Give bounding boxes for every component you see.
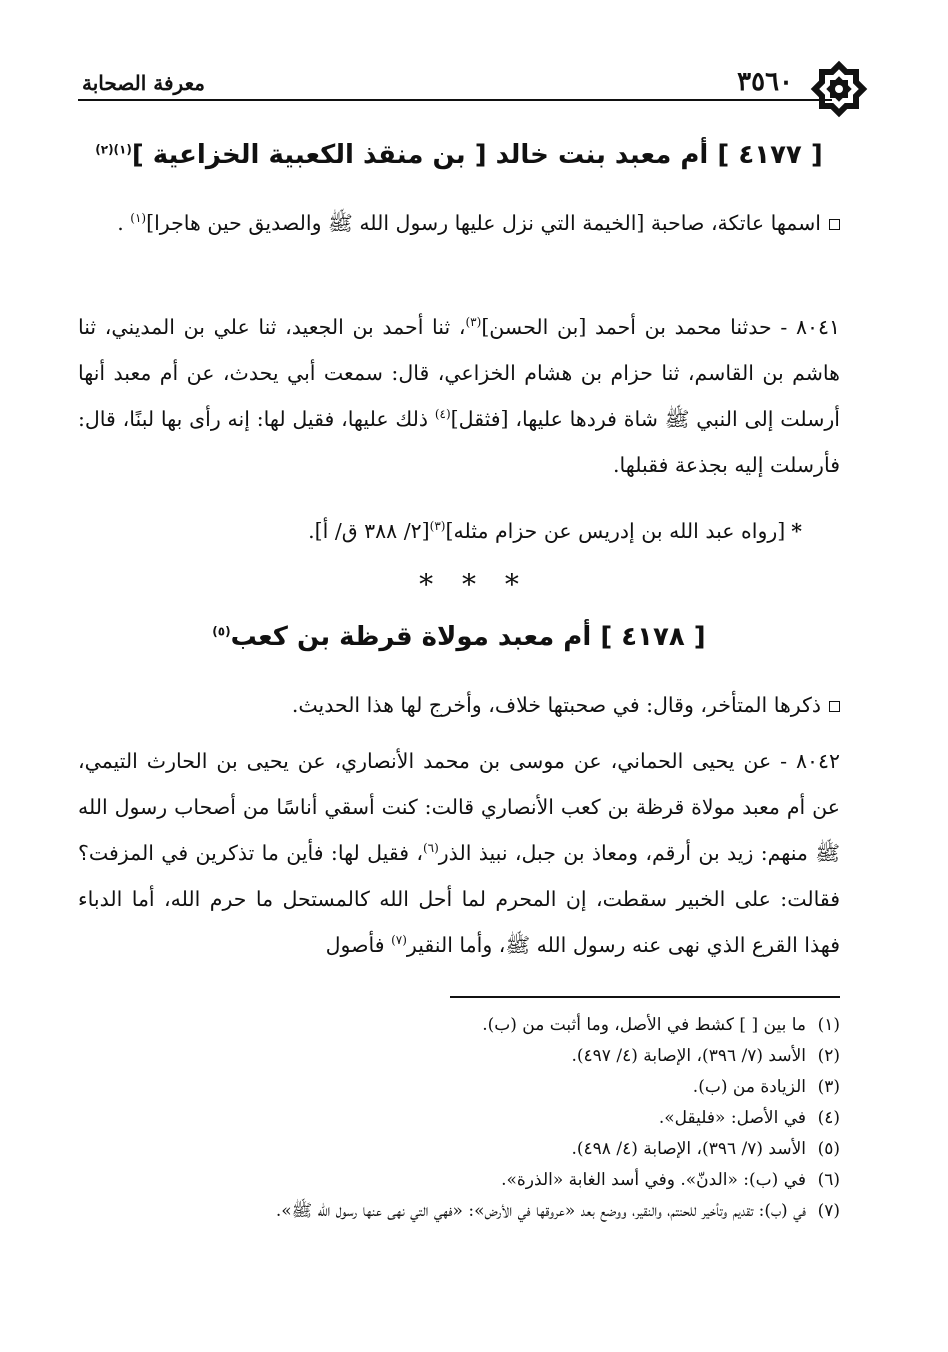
header-rule [78,99,832,101]
footnote-text: الأسد (٧/ ٣٩٦)، الإصابة (٤/ ٤٩٨). [571,1139,806,1159]
entry-4177-title [78,140,840,170]
footnote-rule [450,996,840,998]
running-title: معرفة الصحابة [82,71,205,95]
footnote-number: (٣) [817,1077,840,1097]
footnote-number: (٥) [817,1139,840,1159]
entry-4177-intro [78,200,840,246]
hadith-8042-text-b: ، فقيل لها: فأين ما تذكرين في المزفت؟ فقالت: على الخبير سقطت، إن المحرم لما أحل الله كالمستحل ما حرم الله، أما الدباء فهذا القرع الذي نهى عنه رسول الله ﷺ، وأما النقير [78,841,840,957]
hadith-8041-text-a: ٨٠٤١ - حدثنا محمد بن أحمد [بن الحسن] [481,315,840,339]
footnote-2 [78,1041,840,1072]
hadith-8041-text-c: ذلك عليها، فقيل لها: إنه رأى بها لبنًا، قال: فأرسلت إليه بجذعة فقبلها. [78,407,840,477]
square-bullet-icon [829,701,840,712]
footnote-number: (٤) [817,1108,840,1128]
hadith-8042-footnote-ref-7: (٧) [391,933,407,948]
footnote-text: الزيادة من (ب). [692,1077,806,1097]
entry-4177-title-footnote-ref: (١)(٢) [95,142,132,157]
footnote-number: (١) [817,1015,840,1035]
footnotes [78,1010,840,1227]
entry-4178-intro-text: ذكرها المتأخر، وقال: في صحبتها خلاف، وأخرج لها هذا الحديث. [291,693,821,717]
hadith-8042-text-c: فأصول [325,933,392,957]
hadith-8041-footnote-ref-4: (٤) [434,407,451,422]
footnote-text: في (ب): تقديم وتأخير للحنتم، والنقير، ووضع بعد «عروقها في الأرض»: «فهي التي نهى عنها رسول الله ﷺ». [275,1201,806,1221]
footnote-4 [78,1103,840,1134]
footnote-text: في الأصل: «فليقل». [658,1108,806,1128]
footnote-3 [78,1072,840,1103]
footnote-6 [78,1165,840,1196]
hadith-8041-footnote-ref-3: (٣) [465,315,482,330]
riwaya-footnote-ref: (٣) [429,519,446,534]
entry-4177-intro-footnote-ref: (١) [130,211,147,226]
footnote-5 [78,1134,840,1165]
section-separator: * * * [419,568,529,601]
hadith-8042-text-a: ٨٠٤٢ - عن يحيى الحماني، عن موسى بن محمد الأنصاري، عن يحيى بن الحارث التيمي، عن أم معبد مولاة قرظة بن كعب الأنصاري قالت: كنت أسقي أناسًا من أصحاب رسول الله ﷺ منهم: زيد بن أرقم، ومعاذ بن جبل، نبيذ الذر [78,749,840,865]
hadith-8041-text-b: ، ثنا أحمد بن الجعيد، ثنا علي بن المديني، ثنا هاشم بن القاسم، ثنا حزام بن هشام الخزاعي، قال: سمعت أبي يحدث، عن أم معبد أنها أرسلت إلى النبي ﷺ شاة فردها عليها، [فثقل] [78,315,840,431]
riwaya-star-mark: * [791,519,802,543]
hadith-8042-footnote-ref-6: (٦) [422,841,439,856]
entry-4178-title [78,622,840,652]
riwaya-text-a: [رواه عبد الله بن إدريس عن حزام مثله] [445,519,786,543]
hadith-8042 [78,738,840,968]
entry-4178-title-footnote-ref: (٥) [212,624,231,639]
entry-4178-intro [78,682,840,728]
footnote-text: ما بين [ ] كشط في الأصل، وما أثبت من (ب). [482,1015,806,1035]
page-number: ٣٥٦٠ [737,67,793,97]
entry-4177-intro-text: اسمها عاتكة، صاحبة [الخيمة التي نزل عليها رسول الله ﷺ والصديق حين هاجرا] [146,211,821,235]
footnote-7 [78,1196,840,1227]
footnote-text: في (ب): «الدنّ». وفي أسد الغابة «الذرة». [501,1170,806,1190]
entry-4177-intro-end: . [117,211,124,235]
footnote-1 [78,1010,840,1041]
square-bullet-icon [829,219,840,230]
riwaya-text-b: [٢/ ٣٨٨ ق/ أ]. [308,519,430,543]
hadith-8041 [78,304,840,488]
riwaya-line [78,508,840,554]
entry-4178-title-text: [ ٤١٧٨ ] أم معبد مولاة قرظة بن كعب [230,622,706,652]
footnote-text: الأسد (٧/ ٣٩٦)، الإصابة (٤/ ٤٩٧). [571,1046,806,1066]
octagon-ornament-icon [810,58,868,120]
footnote-number: (٢) [817,1046,840,1066]
footnote-number: (٦) [817,1170,840,1190]
footnote-number: (٧) [817,1201,840,1221]
entry-4177-title-text: [ ٤١٧٧ ] أم معبد بنت خالد [ بن منقذ الكعبية الخزاعية ] [131,140,823,170]
